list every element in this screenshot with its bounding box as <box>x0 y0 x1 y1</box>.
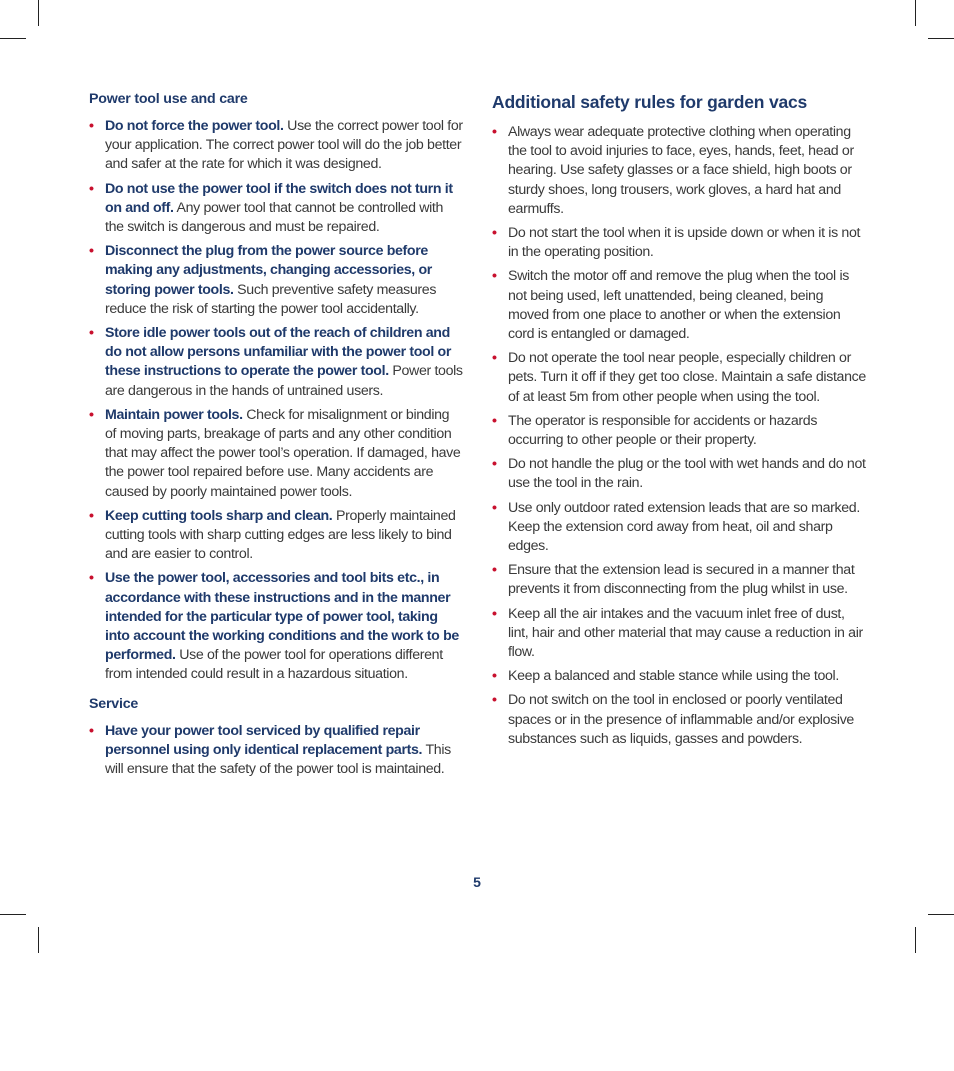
bullet-icon: • <box>89 507 94 524</box>
item-body: Use the correct power tool for your application. The correct power tool will do the job better and safer at the rate for which it was designed. <box>105 118 463 173</box>
list-item <box>492 667 866 686</box>
bullet-icon: • <box>89 406 94 423</box>
item-lead: Store idle power tools out of the reach of children and do not allow persons unfamiliar with the power tool or these instructions to operate the power tool. <box>105 325 452 380</box>
list-item <box>492 561 866 599</box>
garden-vac-rules-list <box>492 123 866 749</box>
list-item <box>492 691 866 749</box>
list-item <box>89 406 463 502</box>
bullet-icon: • <box>89 325 94 342</box>
bullet-icon: • <box>492 692 497 709</box>
bullet-icon: • <box>492 124 497 140</box>
crop-mark-top-left-v <box>38 0 39 26</box>
bullet-icon: • <box>89 118 94 134</box>
item-lead: Use the power tool, accessories and tool bits etc., in accordance with these instructions and in the manner intended for the particular type of power tool, taking into account the working conditions and the work to be performed. <box>105 570 459 664</box>
item-text: Switch the motor off and remove the plug when the tool is not being used, left unattended, being cleaned, being moved from one place to another or when the extension cord is entangled or damaged. <box>508 268 849 343</box>
crop-mark-bottom-left-v <box>38 927 39 953</box>
list-item <box>492 412 866 450</box>
left-column <box>89 90 463 784</box>
list-item <box>89 569 463 684</box>
bullet-icon: • <box>89 180 94 197</box>
item-lead: Do not force the power tool. <box>105 118 284 134</box>
bullet-icon: • <box>492 499 497 516</box>
list-item <box>492 224 866 262</box>
item-body: Properly maintained cutting tools with sharp cutting edges are less likely to bind and are easier to control. <box>105 507 456 563</box>
bullet-icon: • <box>89 243 94 260</box>
bullet-icon: • <box>492 268 497 285</box>
list-item <box>492 123 866 219</box>
list-item <box>492 349 866 407</box>
power-tool-use-list <box>89 117 463 685</box>
bullet-icon: • <box>492 350 497 367</box>
item-text: Do not switch on the tool in enclosed or poorly ventilated spaces or in the presence of inflammable and/or explosive substances such as liquids, gasses and powders. <box>508 692 854 747</box>
item-text: Do not operate the tool near people, especially children or pets. Turn it off if they get too close. Maintain a safe distance of at least 5m from other people when using the tool. <box>508 350 866 405</box>
crop-mark-top-right-v <box>915 0 916 26</box>
item-body: This will ensure that the safety of the power tool is maintained. <box>105 741 451 778</box>
crop-mark-bottom-left-h <box>0 914 26 915</box>
item-lead: Disconnect the plug from the power source before making any adjustments, changing accessories, or storing power tools. <box>105 243 432 298</box>
list-item <box>89 324 463 401</box>
list-item <box>492 605 866 663</box>
item-text: Do not start the tool when it is upside down or when it is not in the operating position. <box>508 225 861 261</box>
crop-mark-top-right-h <box>928 38 954 39</box>
item-text: Keep a balanced and stable stance while using the tool. <box>508 668 839 685</box>
right-column <box>492 90 866 754</box>
crop-mark-bottom-right-v <box>915 927 916 953</box>
list-item <box>89 242 463 319</box>
item-lead: Do not use the power tool if the switch does not turn it on and off. <box>105 180 453 216</box>
item-text: Ensure that the extension lead is secured in a manner that prevents it from disconnecting from the plug whilst in use. <box>508 562 855 598</box>
item-body: Power tools are dangerous in the hands of untrained users. <box>105 363 463 399</box>
list-item <box>89 722 463 780</box>
bullet-icon: • <box>89 722 94 739</box>
bullet-icon: • <box>492 412 497 429</box>
item-text: Keep all the air intakes and the vacuum inlet free of dust, lint, hair and other material that may cause a reduction in air flow. <box>508 605 863 661</box>
list-item <box>89 117 463 175</box>
list-item <box>492 455 866 493</box>
item-body: Any power tool that cannot be controlled with the switch is dangerous and must be repaired. <box>105 199 444 236</box>
item-text: Do not handle the plug or the tool with wet hands and do not use the tool in the rain. <box>508 456 866 492</box>
bullet-icon: • <box>492 225 497 242</box>
bullet-icon: • <box>89 570 94 587</box>
item-lead: Maintain power tools. <box>105 406 243 423</box>
bullet-icon: • <box>492 456 497 473</box>
page-heading-garden-vacs: Additional safety rules for garden vacs <box>492 92 808 112</box>
bullet-icon: • <box>492 562 497 579</box>
list-item <box>89 180 463 238</box>
item-text: The operator is responsible for accidents or hazards occurring to other people or their property. <box>508 412 818 449</box>
list-item <box>492 267 866 344</box>
bullet-icon: • <box>492 668 497 685</box>
item-lead: Have your power tool serviced by qualified repair personnel using only identical replacement parts. <box>105 722 423 758</box>
item-body: Use of the power tool for operations different from intended could result in a hazardous situation. <box>105 647 443 683</box>
section-title-power-tool-use: Power tool use and care <box>89 91 248 107</box>
section-title-service: Service <box>89 695 139 712</box>
item-text: Use only outdoor rated extension leads that are so marked. Keep the extension cord away from heat, oil and sharp edges. <box>508 499 860 555</box>
list-item <box>89 507 463 565</box>
bullet-icon: • <box>492 605 497 622</box>
list-item <box>492 499 866 557</box>
service-list <box>89 722 463 780</box>
crop-mark-top-left-h <box>0 38 26 39</box>
crop-mark-bottom-right-h <box>928 914 954 915</box>
item-body: Check for misalignment or binding of moving parts, breakage of parts and any other condition that may affect the power tool’s operation. If damaged, have the power tool repaired before use. Many accidents are caused by poorly maintained power tools. <box>105 406 461 500</box>
item-lead: Keep cutting tools sharp and clean. <box>105 507 333 524</box>
item-body: Such preventive safety measures reduce the risk of starting the power tool accidentally. <box>105 281 437 317</box>
page-number: 5 <box>473 874 481 890</box>
item-text: Always wear adequate protective clothing when operating the tool to avoid injuries to face, eyes, hands, feet, head or hearing. Use safety glasses or a face shield, high boots or sturdy shoes, long trousers, work gloves, a hard hat and earmuffs. <box>508 124 854 217</box>
